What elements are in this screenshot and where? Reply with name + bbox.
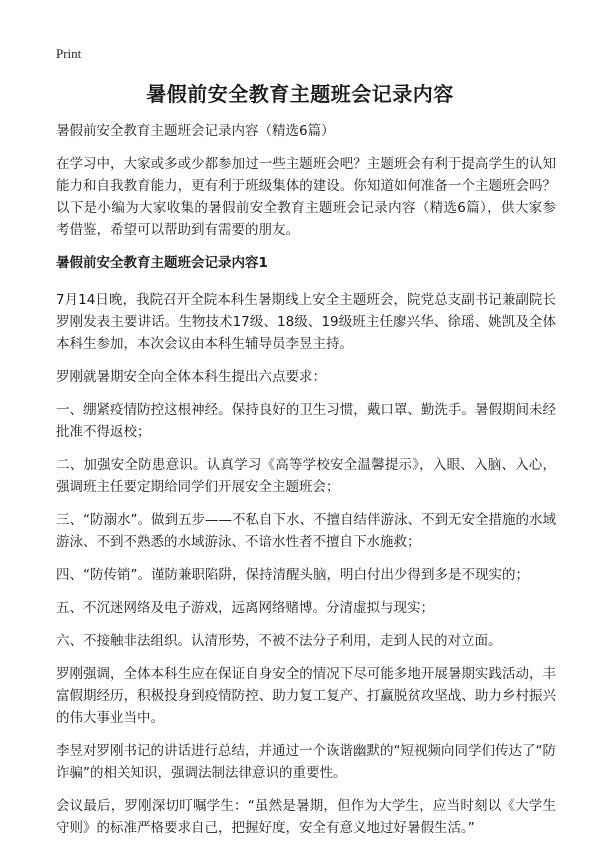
print-link[interactable]: Print bbox=[56, 46, 82, 61]
paragraph-requirement-2: 二、加强安全防患意识。认真学习《高等学校安全温馨提示》，入眼、入脑、入心，强调班主任要定期给同学们开展安全主题班会； bbox=[56, 457, 556, 495]
paragraph-requirement-5: 五、不沉迷网络及电子游戏，远离网络赌博。分清虚拟与现实； bbox=[56, 600, 434, 616]
page-title: 暑假前安全教育主题班会记录内容 bbox=[146, 82, 454, 106]
section-heading: 暑假前安全教育主题班会记录内容1 bbox=[56, 255, 268, 271]
paragraph-emphasis: 罗刚强调，全体本科生应在保证自身安全的情况下尽可能多地开展暑期实践活动，丰富假期经历，积极投身到疫情防控、助力复工复产、打赢脱贫攻坚战、助力乡村振兴的伟大事业当中。 bbox=[56, 666, 556, 726]
paragraph-requirement-3: 三、“防溺水”。做到五步——不私自下水、不擅自结伴游泳、不到无安全措施的水域游泳、不到不熟悉的水域游泳、不谙水性者不擅自下水施救； bbox=[56, 512, 556, 550]
paragraph-meeting-summary: 7月14日晚，我院召开全院本科生暑期线上安全主题班会，院党总支副书记兼副院长罗刚发表主要讲话。生物技术17级、18级、19级班主任廖兴华、徐瑶、姚凯及全体本科生参加，本次会议由本科生辅导员李昱主持。 bbox=[56, 292, 556, 352]
article-subtitle: 暑假前安全教育主题班会记录内容（精选6篇） bbox=[56, 123, 335, 139]
paragraph-closing: 会议最后，罗刚深切叮嘱学生：“虽然是暑期，但作为大学生，应当时刻以《大学生守则》的标准严格要求自己，把握好度，安全有意义地过好暑假生活。” bbox=[56, 798, 556, 836]
paragraph-requirement-1: 一、绷紧疫情防控这根神经。保持良好的卫生习惯，戴口罩、勤洗手。暑假期间未经批准不得返校； bbox=[56, 402, 556, 440]
paragraph-requirement-4: 四、“防传销”。谨防兼职陷阱，保持清醒头脑，明白付出少得到多是不现实的； bbox=[56, 567, 529, 583]
article-body bbox=[56, 120, 556, 850]
intro-paragraph: 在学习中，大家或多或少都参加过一些主题班会吧？主题班会有利于提高学生的认知能力和自我教育能力，更有利于班级集体的建设。你知道如何准备一个主题班会吗？以下是小编为大家收集的暑假前安全教育主题班会记录内容（精选6篇），供大家参考借鉴，希望可以帮助到有需要的朋友。 bbox=[56, 156, 556, 238]
paragraph-requirement-6: 六、不接触非法组织。认清形势，不被不法分子利用，走到人民的对立面。 bbox=[56, 633, 502, 649]
paragraph-requirements-intro: 罗刚就暑期安全向全体本科生提出六点要求： bbox=[56, 369, 326, 385]
paragraph-summary: 李昱对罗刚书记的讲话进行总结，并通过一个诙谐幽默的“短视频向同学们传达了“防诈骗”的相关知识，强调法制法律意识的重要性。 bbox=[56, 743, 556, 781]
